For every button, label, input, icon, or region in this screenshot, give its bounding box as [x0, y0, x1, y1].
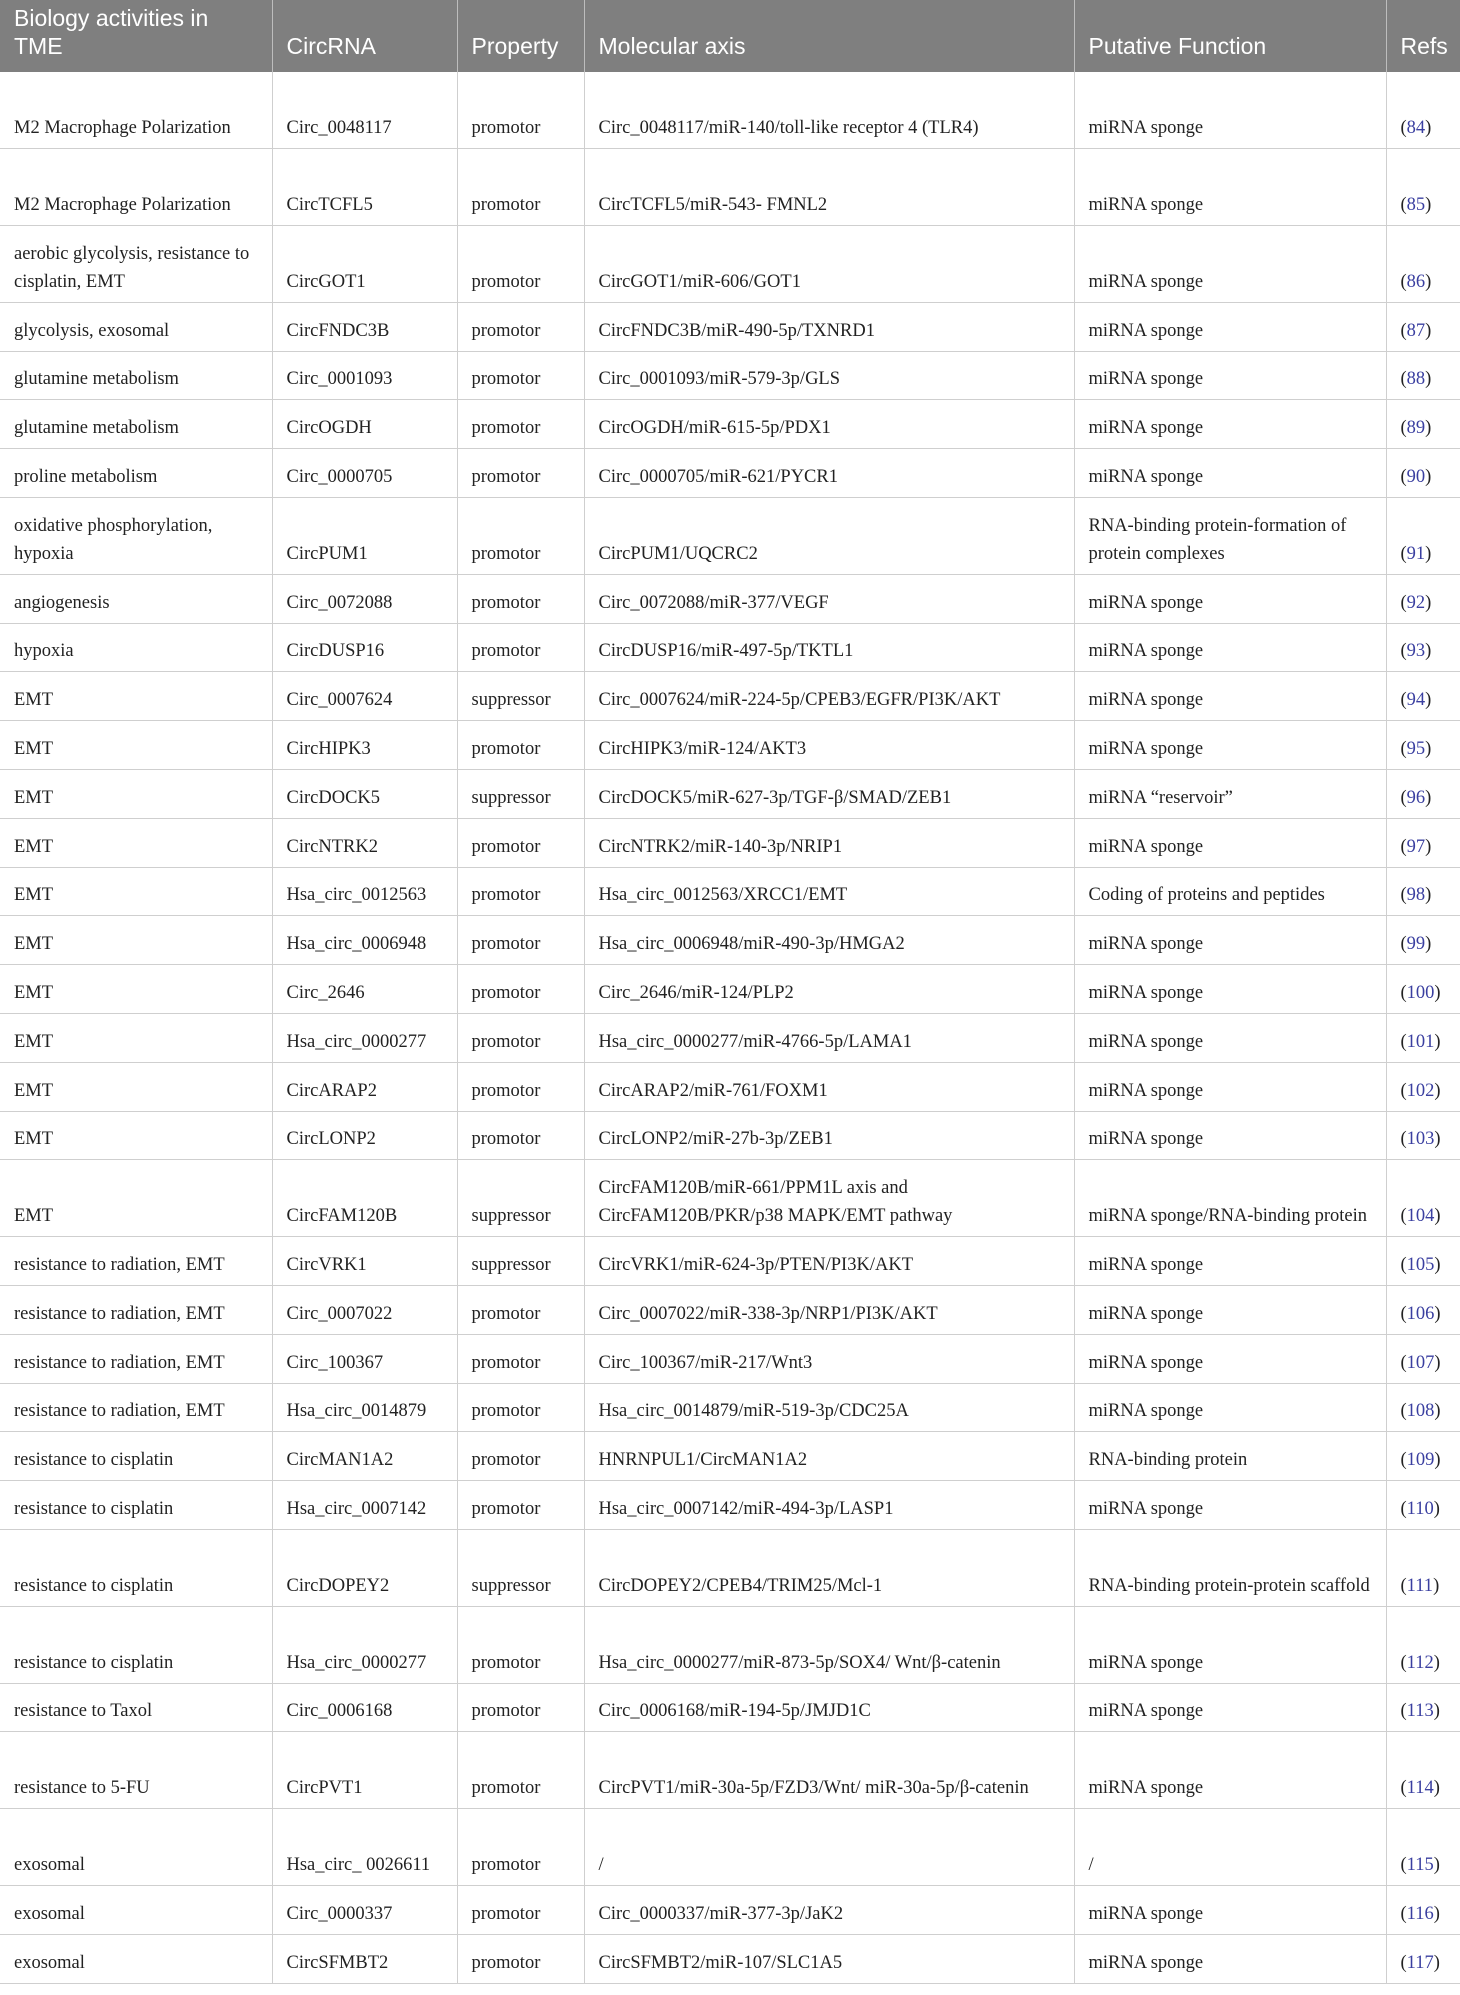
- reference-link[interactable]: 108: [1406, 1401, 1435, 1422]
- cell-refs: (101): [1386, 1014, 1460, 1063]
- cell-activity: M2 Macrophage Polarization: [0, 72, 272, 149]
- cell-activity: resistance to Taxol: [0, 1683, 272, 1732]
- cell-property: promotor: [457, 1934, 584, 1983]
- cell-property: promotor: [457, 1286, 584, 1335]
- cell-circrna: CircFAM120B: [272, 1160, 457, 1237]
- cell-circrna: CircMAN1A2: [272, 1432, 457, 1481]
- reference-link[interactable]: 109: [1406, 1450, 1435, 1471]
- cell-molecular-axis: Circ_100367/miR-217/Wnt3: [584, 1334, 1074, 1383]
- cell-circrna: Circ_0007624: [272, 672, 457, 721]
- cell-circrna: Circ_0001093: [272, 351, 457, 400]
- cell-property: promotor: [457, 1809, 584, 1886]
- cell-putative-function: miRNA sponge: [1074, 1886, 1386, 1935]
- cell-property: promotor: [457, 1432, 584, 1481]
- cell-circrna: Circ_0048117: [272, 72, 457, 149]
- reference-link[interactable]: 100: [1406, 983, 1435, 1004]
- table-body: [0, 72, 1460, 1983]
- table-row: [0, 1286, 1460, 1335]
- cell-circrna: CircARAP2: [272, 1062, 457, 1111]
- table-row: [0, 818, 1460, 867]
- cell-circrna: CircNTRK2: [272, 818, 457, 867]
- table-row: [0, 72, 1460, 149]
- table-row: [0, 149, 1460, 226]
- table-row: [0, 1530, 1460, 1607]
- cell-putative-function: /: [1074, 1809, 1386, 1886]
- cell-activity: resistance to radiation, EMT: [0, 1383, 272, 1432]
- cell-putative-function: miRNA sponge: [1074, 149, 1386, 226]
- cell-putative-function: miRNA sponge: [1074, 1014, 1386, 1063]
- reference-link[interactable]: 113: [1406, 1701, 1434, 1722]
- reference-link[interactable]: 111: [1406, 1575, 1434, 1596]
- cell-property: promotor: [457, 867, 584, 916]
- cell-activity: glycolysis, exosomal: [0, 302, 272, 351]
- cell-molecular-axis: Hsa_circ_0000277/miR-4766-5p/LAMA1: [584, 1014, 1074, 1063]
- cell-circrna: Circ_0006168: [272, 1683, 457, 1732]
- cell-activity: EMT: [0, 1160, 272, 1237]
- cell-activity: hypoxia: [0, 623, 272, 672]
- cell-circrna: CircDOPEY2: [272, 1530, 457, 1607]
- table-row: [0, 1606, 1460, 1683]
- cell-molecular-axis: CircOGDH/miR-615-5p/PDX1: [584, 400, 1074, 449]
- cell-circrna: CircOGDH: [272, 400, 457, 449]
- table-row: [0, 623, 1460, 672]
- cell-property: promotor: [457, 623, 584, 672]
- cell-refs: (86): [1386, 226, 1460, 303]
- header-putative-function: Putative Function: [1074, 0, 1386, 72]
- cell-molecular-axis: Circ_0001093/miR-579-3p/GLS: [584, 351, 1074, 400]
- cell-putative-function: miRNA sponge: [1074, 1606, 1386, 1683]
- cell-activity: resistance to cisplatin: [0, 1606, 272, 1683]
- cell-activity: glutamine metabolism: [0, 351, 272, 400]
- cell-activity: resistance to radiation, EMT: [0, 1237, 272, 1286]
- cell-putative-function: miRNA sponge: [1074, 916, 1386, 965]
- cell-refs: (100): [1386, 965, 1460, 1014]
- cell-circrna: CircTCFL5: [272, 149, 457, 226]
- cell-property: promotor: [457, 1481, 584, 1530]
- cell-activity: EMT: [0, 1062, 272, 1111]
- cell-property: suppressor: [457, 770, 584, 819]
- cell-circrna: CircVRK1: [272, 1237, 457, 1286]
- cell-putative-function: miRNA sponge: [1074, 1111, 1386, 1160]
- table-row: [0, 1886, 1460, 1935]
- cell-property: suppressor: [457, 672, 584, 721]
- cell-refs: (109): [1386, 1432, 1460, 1481]
- table-row: [0, 351, 1460, 400]
- cell-molecular-axis: Circ_2646/miR-124/PLP2: [584, 965, 1074, 1014]
- reference-link[interactable]: 84: [1406, 118, 1426, 139]
- cell-circrna: CircPVT1: [272, 1732, 457, 1809]
- table-row: [0, 1683, 1460, 1732]
- cell-molecular-axis: CircHIPK3/miR-124/AKT3: [584, 721, 1074, 770]
- reference-link[interactable]: 115: [1406, 1855, 1434, 1875]
- cell-molecular-axis: CircDUSP16/miR-497-5p/TKTL1: [584, 623, 1074, 672]
- header-biology-activities: Biology activities in TME: [0, 0, 272, 72]
- cell-molecular-axis: CircFAM120B/miR-661/PPM1L axis and CircFAM120B/PKR/p38 MAPK/EMT pathway: [584, 1160, 1074, 1237]
- cell-putative-function: miRNA sponge: [1074, 1481, 1386, 1530]
- cell-putative-function: RNA-binding protein-protein scaffold: [1074, 1530, 1386, 1607]
- cell-refs: (111): [1386, 1530, 1460, 1607]
- cell-molecular-axis: Circ_0072088/miR-377/VEGF: [584, 574, 1074, 623]
- reference-link[interactable]: 93: [1406, 641, 1426, 662]
- cell-molecular-axis: Circ_0000337/miR-377-3p/JaK2: [584, 1886, 1074, 1935]
- table-row: [0, 449, 1460, 498]
- cell-activity: EMT: [0, 1111, 272, 1160]
- cell-refs: (90): [1386, 449, 1460, 498]
- cell-property: promotor: [457, 1014, 584, 1063]
- cell-activity: EMT: [0, 1014, 272, 1063]
- cell-activity: resistance to cisplatin: [0, 1481, 272, 1530]
- cell-putative-function: miRNA sponge: [1074, 1334, 1386, 1383]
- cell-property: promotor: [457, 1732, 584, 1809]
- cell-putative-function: miRNA sponge: [1074, 302, 1386, 351]
- cell-molecular-axis: Circ_0006168/miR-194-5p/JMJD1C: [584, 1683, 1074, 1732]
- cell-putative-function: miRNA sponge: [1074, 623, 1386, 672]
- cell-property: promotor: [457, 1606, 584, 1683]
- cell-putative-function: miRNA sponge: [1074, 1383, 1386, 1432]
- cell-putative-function: miRNA sponge: [1074, 449, 1386, 498]
- cell-molecular-axis: Hsa_circ_0007142/miR-494-3p/LASP1: [584, 1481, 1074, 1530]
- cell-molecular-axis: Hsa_circ_0012563/XRCC1/EMT: [584, 867, 1074, 916]
- cell-refs: (91): [1386, 498, 1460, 575]
- cell-molecular-axis: CircVRK1/miR-624-3p/PTEN/PI3K/AKT: [584, 1237, 1074, 1286]
- cell-refs: (85): [1386, 149, 1460, 226]
- table-row: [0, 1014, 1460, 1063]
- cell-molecular-axis: /: [584, 1809, 1074, 1886]
- cell-activity: M2 Macrophage Polarization: [0, 149, 272, 226]
- reference-link[interactable]: 94: [1406, 690, 1426, 711]
- cell-refs: (87): [1386, 302, 1460, 351]
- cell-putative-function: RNA-binding protein-formation of protein complexes: [1074, 498, 1386, 575]
- cell-putative-function: miRNA sponge: [1074, 1286, 1386, 1335]
- table-header: [0, 0, 1460, 72]
- cell-circrna: Hsa_circ_0007142: [272, 1481, 457, 1530]
- reference-link[interactable]: 106: [1406, 1303, 1435, 1324]
- cell-putative-function: miRNA sponge: [1074, 1934, 1386, 1983]
- cell-activity: EMT: [0, 818, 272, 867]
- cell-circrna: Hsa_circ_0006948: [272, 916, 457, 965]
- cell-putative-function: miRNA sponge: [1074, 574, 1386, 623]
- cell-refs: (94): [1386, 672, 1460, 721]
- reference-link[interactable]: 97: [1406, 836, 1426, 857]
- cell-property: promotor: [457, 721, 584, 770]
- cell-molecular-axis: HNRNPUL1/CircMAN1A2: [584, 1432, 1074, 1481]
- cell-property: promotor: [457, 226, 584, 303]
- table-row: [0, 1481, 1460, 1530]
- cell-activity: exosomal: [0, 1934, 272, 1983]
- cell-putative-function: RNA-binding protein: [1074, 1432, 1386, 1481]
- cell-molecular-axis: CircFNDC3B/miR-490-5p/TXNRD1: [584, 302, 1074, 351]
- table-row: [0, 1432, 1460, 1481]
- reference-link[interactable]: 107: [1406, 1352, 1435, 1373]
- cell-property: promotor: [457, 1383, 584, 1432]
- cell-refs: (105): [1386, 1237, 1460, 1286]
- cell-activity: EMT: [0, 965, 272, 1014]
- cell-putative-function: miRNA “reservoir”: [1074, 770, 1386, 819]
- reference-link[interactable]: 99: [1406, 934, 1426, 955]
- header-refs: Refs: [1386, 0, 1460, 72]
- cell-refs: (96): [1386, 770, 1460, 819]
- cell-property: suppressor: [457, 1160, 584, 1237]
- cell-circrna: Hsa_circ_0012563: [272, 867, 457, 916]
- cell-molecular-axis: CircNTRK2/miR-140-3p/NRIP1: [584, 818, 1074, 867]
- cell-circrna: Circ_0072088: [272, 574, 457, 623]
- cell-refs: (104): [1386, 1160, 1460, 1237]
- reference-link[interactable]: 114: [1406, 1778, 1434, 1799]
- cell-circrna: Hsa_circ_0000277: [272, 1014, 457, 1063]
- cell-refs: (89): [1386, 400, 1460, 449]
- cell-circrna: CircHIPK3: [272, 721, 457, 770]
- table-row: [0, 916, 1460, 965]
- cell-property: promotor: [457, 1334, 584, 1383]
- cell-molecular-axis: Circ_0000705/miR-621/PYCR1: [584, 449, 1074, 498]
- cell-activity: EMT: [0, 867, 272, 916]
- cell-refs: (117): [1386, 1934, 1460, 1983]
- reference-link[interactable]: 92: [1406, 592, 1426, 613]
- table-row: [0, 965, 1460, 1014]
- cell-circrna: Circ_2646: [272, 965, 457, 1014]
- cell-putative-function: Coding of proteins and peptides: [1074, 867, 1386, 916]
- cell-circrna: CircSFMBT2: [272, 1934, 457, 1983]
- cell-activity: EMT: [0, 916, 272, 965]
- reference-link[interactable]: 86: [1406, 271, 1426, 292]
- cell-property: promotor: [457, 72, 584, 149]
- cell-property: promotor: [457, 1062, 584, 1111]
- cell-molecular-axis: Hsa_circ_0006948/miR-490-3p/HMGA2: [584, 916, 1074, 965]
- cell-activity: angiogenesis: [0, 574, 272, 623]
- table-row: [0, 1160, 1460, 1237]
- cell-putative-function: miRNA sponge: [1074, 1237, 1386, 1286]
- cell-circrna: Circ_100367: [272, 1334, 457, 1383]
- cell-circrna: CircPUM1: [272, 498, 457, 575]
- cell-activity: EMT: [0, 721, 272, 770]
- cell-refs: (106): [1386, 1286, 1460, 1335]
- reference-link[interactable]: 102: [1406, 1080, 1435, 1101]
- table-row: [0, 1237, 1460, 1286]
- cell-molecular-axis: CircPUM1/UQCRC2: [584, 498, 1074, 575]
- cell-putative-function: miRNA sponge: [1074, 72, 1386, 149]
- cell-circrna: CircFNDC3B: [272, 302, 457, 351]
- cell-putative-function: miRNA sponge: [1074, 721, 1386, 770]
- cell-putative-function: miRNA sponge: [1074, 226, 1386, 303]
- cell-activity: aerobic glycolysis, resistance to cisplatin, EMT: [0, 226, 272, 303]
- cell-refs: (93): [1386, 623, 1460, 672]
- reference-link[interactable]: 90: [1406, 467, 1426, 488]
- header-molecular-axis: Molecular axis: [584, 0, 1074, 72]
- cell-molecular-axis: Hsa_circ_0000277/miR-873-5p/SOX4/ Wnt/β-catenin: [584, 1606, 1074, 1683]
- cell-activity: resistance to radiation, EMT: [0, 1334, 272, 1383]
- cell-property: promotor: [457, 916, 584, 965]
- reference-link[interactable]: 116: [1406, 1903, 1434, 1924]
- cell-molecular-axis: CircLONP2/miR-27b-3p/ZEB1: [584, 1111, 1074, 1160]
- cell-molecular-axis: Circ_0048117/miR-140/toll-like receptor 4 (TLR4): [584, 72, 1074, 149]
- cell-putative-function: miRNA sponge: [1074, 818, 1386, 867]
- cell-activity: exosomal: [0, 1809, 272, 1886]
- cell-putative-function: miRNA sponge: [1074, 1062, 1386, 1111]
- table-row: [0, 498, 1460, 575]
- cell-activity: glutamine metabolism: [0, 400, 272, 449]
- cell-molecular-axis: CircDOPEY2/CPEB4/TRIM25/Mcl-1: [584, 1530, 1074, 1607]
- table-row: [0, 226, 1460, 303]
- cell-refs: (102): [1386, 1062, 1460, 1111]
- reference-link[interactable]: 87: [1406, 320, 1426, 341]
- table-row: [0, 1383, 1460, 1432]
- cell-putative-function: miRNA sponge: [1074, 351, 1386, 400]
- table-row: [0, 672, 1460, 721]
- table-row: [0, 1111, 1460, 1160]
- cell-property: promotor: [457, 574, 584, 623]
- cell-refs: (103): [1386, 1111, 1460, 1160]
- cell-activity: EMT: [0, 672, 272, 721]
- header-property: Property: [457, 0, 584, 72]
- cell-molecular-axis: CircARAP2/miR-761/FOXM1: [584, 1062, 1074, 1111]
- reference-link[interactable]: 101: [1406, 1031, 1435, 1052]
- cell-property: promotor: [457, 965, 584, 1014]
- reference-link[interactable]: 103: [1406, 1129, 1435, 1150]
- reference-link[interactable]: 96: [1406, 787, 1426, 808]
- cell-refs: (113): [1386, 1683, 1460, 1732]
- cell-refs: (114): [1386, 1732, 1460, 1809]
- cell-refs: (112): [1386, 1606, 1460, 1683]
- cell-property: promotor: [457, 400, 584, 449]
- cell-activity: oxidative phosphorylation, hypoxia: [0, 498, 272, 575]
- table-row: [0, 1732, 1460, 1809]
- cell-putative-function: miRNA sponge: [1074, 965, 1386, 1014]
- table-row: [0, 574, 1460, 623]
- cell-refs: (88): [1386, 351, 1460, 400]
- cell-circrna: Hsa_circ_0014879: [272, 1383, 457, 1432]
- cell-circrna: Hsa_circ_ 0026611: [272, 1809, 457, 1886]
- header-circrna: CircRNA: [272, 0, 457, 72]
- cell-molecular-axis: Hsa_circ_0014879/miR-519-3p/CDC25A: [584, 1383, 1074, 1432]
- cell-refs: (95): [1386, 721, 1460, 770]
- cell-property: promotor: [457, 1886, 584, 1935]
- cell-property: promotor: [457, 149, 584, 226]
- cell-molecular-axis: CircSFMBT2/miR-107/SLC1A5: [584, 1934, 1074, 1983]
- cell-refs: (99): [1386, 916, 1460, 965]
- cell-refs: (84): [1386, 72, 1460, 149]
- reference-link[interactable]: 112: [1406, 1652, 1434, 1673]
- reference-link[interactable]: 105: [1406, 1255, 1435, 1276]
- cell-refs: (92): [1386, 574, 1460, 623]
- table-row: [0, 1334, 1460, 1383]
- cell-activity: resistance to cisplatin: [0, 1530, 272, 1607]
- table-row: [0, 1934, 1460, 1983]
- cell-activity: resistance to cisplatin: [0, 1432, 272, 1481]
- table-row: [0, 400, 1460, 449]
- cell-activity: proline metabolism: [0, 449, 272, 498]
- reference-link[interactable]: 89: [1406, 418, 1426, 439]
- cell-circrna: CircDUSP16: [272, 623, 457, 672]
- cell-activity: resistance to 5-FU: [0, 1732, 272, 1809]
- cell-refs: (107): [1386, 1334, 1460, 1383]
- cell-circrna: CircDOCK5: [272, 770, 457, 819]
- cell-circrna: Hsa_circ_0000277: [272, 1606, 457, 1683]
- cell-molecular-axis: Circ_0007624/miR-224-5p/CPEB3/EGFR/PI3K/AKT: [584, 672, 1074, 721]
- cell-property: promotor: [457, 351, 584, 400]
- cell-molecular-axis: Circ_0007022/miR-338-3p/NRP1/PI3K/AKT: [584, 1286, 1074, 1335]
- cell-refs: (97): [1386, 818, 1460, 867]
- cell-molecular-axis: CircPVT1/miR-30a-5p/FZD3/Wnt/ miR-30a-5p/β-catenin: [584, 1732, 1074, 1809]
- reference-link[interactable]: 104: [1406, 1206, 1435, 1227]
- cell-property: suppressor: [457, 1530, 584, 1607]
- table-row: [0, 721, 1460, 770]
- cell-putative-function: miRNA sponge: [1074, 1732, 1386, 1809]
- table-row: [0, 867, 1460, 916]
- cell-property: promotor: [457, 1683, 584, 1732]
- cell-molecular-axis: CircTCFL5/miR-543- FMNL2: [584, 149, 1074, 226]
- cell-refs: (116): [1386, 1886, 1460, 1935]
- table-row: [0, 302, 1460, 351]
- cell-circrna: Circ_0000705: [272, 449, 457, 498]
- cell-putative-function: miRNA sponge: [1074, 400, 1386, 449]
- cell-activity: resistance to radiation, EMT: [0, 1286, 272, 1335]
- cell-putative-function: miRNA sponge/RNA-binding protein: [1074, 1160, 1386, 1237]
- cell-circrna: Circ_0000337: [272, 1886, 457, 1935]
- cell-circrna: Circ_0007022: [272, 1286, 457, 1335]
- table-row: [0, 1809, 1460, 1886]
- cell-property: promotor: [457, 449, 584, 498]
- cell-activity: EMT: [0, 770, 272, 819]
- table-row: [0, 770, 1460, 819]
- cell-property: promotor: [457, 302, 584, 351]
- cell-property: promotor: [457, 1111, 584, 1160]
- cell-property: promotor: [457, 498, 584, 575]
- cell-circrna: CircLONP2: [272, 1111, 457, 1160]
- cell-circrna: CircGOT1: [272, 226, 457, 303]
- reference-link[interactable]: 88: [1406, 369, 1426, 390]
- cell-refs: (98): [1386, 867, 1460, 916]
- cell-property: suppressor: [457, 1237, 584, 1286]
- cell-property: promotor: [457, 818, 584, 867]
- cell-molecular-axis: CircDOCK5/miR-627-3p/TGF-β/SMAD/ZEB1: [584, 770, 1074, 819]
- reference-link[interactable]: 110: [1406, 1499, 1434, 1520]
- cell-putative-function: miRNA sponge: [1074, 672, 1386, 721]
- reference-link[interactable]: 117: [1406, 1952, 1434, 1973]
- cell-activity: exosomal: [0, 1886, 272, 1935]
- reference-link[interactable]: 85: [1406, 195, 1426, 216]
- cell-refs: (110): [1386, 1481, 1460, 1530]
- reference-link[interactable]: 91: [1406, 543, 1426, 564]
- cell-refs: (115): [1386, 1809, 1460, 1886]
- cell-molecular-axis: CircGOT1/miR-606/GOT1: [584, 226, 1074, 303]
- reference-link[interactable]: 95: [1406, 739, 1426, 760]
- table-row: [0, 1062, 1460, 1111]
- cell-refs: (108): [1386, 1383, 1460, 1432]
- cell-putative-function: miRNA sponge: [1074, 1683, 1386, 1732]
- reference-link[interactable]: 98: [1406, 885, 1426, 906]
